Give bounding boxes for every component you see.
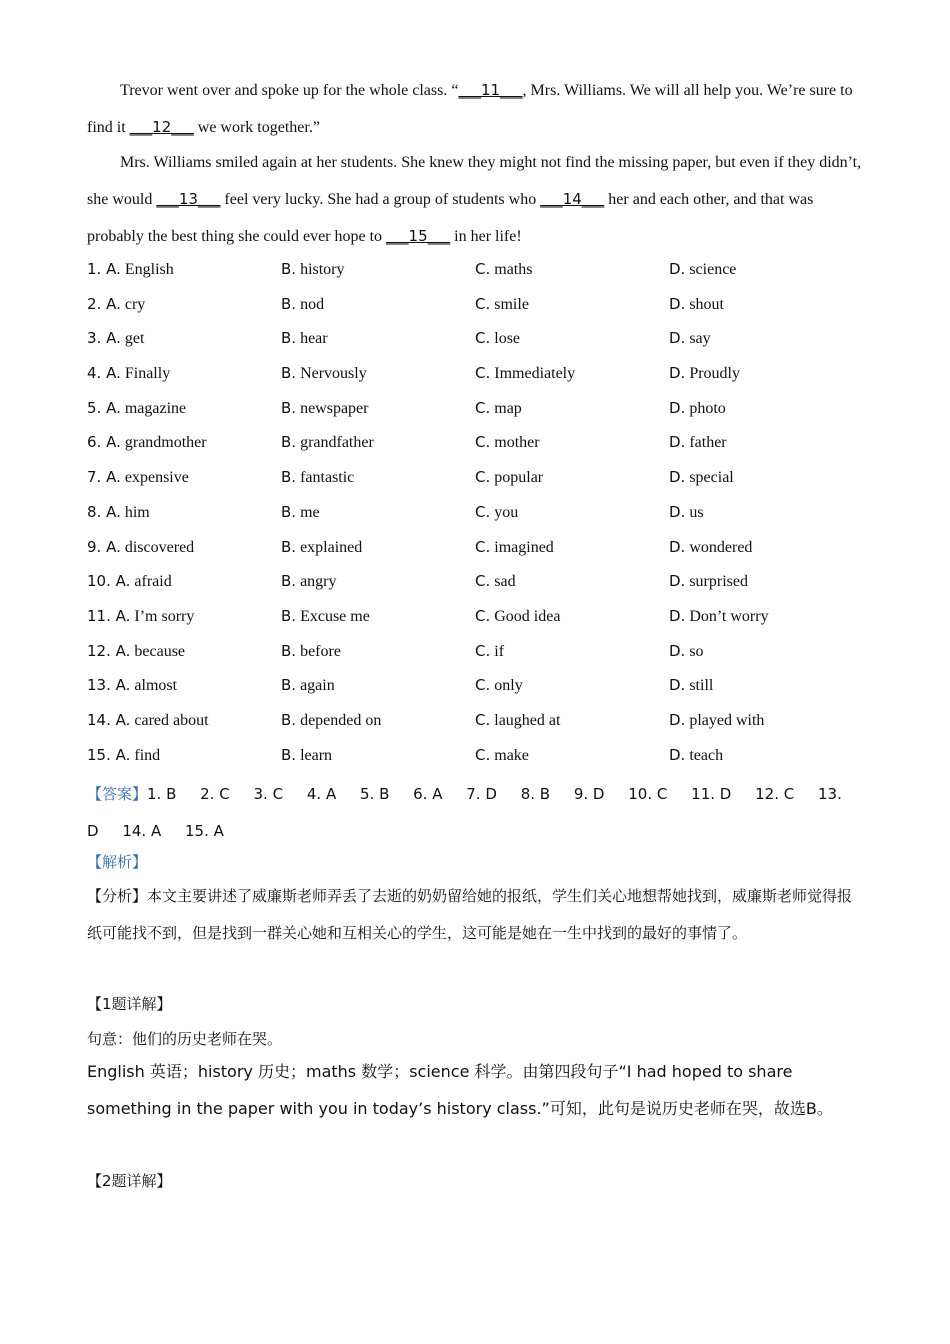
option-a-text: discovered: [124, 538, 195, 556]
option-a-text: grandmother: [124, 434, 207, 452]
answer-key: [87, 776, 877, 850]
option-b-label: B.: [281, 676, 297, 695]
option-c-label: C.: [475, 502, 491, 521]
option-a-label: 10. A.: [87, 572, 131, 591]
option-b-text: history: [300, 261, 345, 278]
option-d-label: D.: [669, 468, 686, 487]
option-b: [281, 538, 362, 557]
option-b: [281, 364, 367, 383]
option-a-label: 8. A.: [87, 502, 121, 521]
answer-item: 4. A: [306, 785, 337, 803]
question-row: [87, 636, 887, 671]
passage-text: feel very lucky. She had a group of students who: [220, 191, 541, 208]
answer-tag: 【答案】: [87, 785, 148, 803]
passage-text: Mrs. Williams smiled again at her students. She knew they might not find the missing paper, but even if they didn’t, she would: [87, 154, 862, 208]
option-c-text: if: [494, 642, 505, 660]
passage-text: , Mrs. Williams. We will all help you. We’re sure to find it: [87, 82, 853, 136]
option-a-text: expensive: [124, 469, 189, 487]
option-d-text: photo: [689, 399, 726, 417]
option-b: [281, 676, 335, 695]
option-a-label: 14. A.: [87, 710, 131, 729]
option-a: [87, 260, 174, 279]
option-a-text: magazine: [124, 399, 187, 417]
option-a-label: 1. A.: [87, 260, 121, 278]
option-c-label: C.: [475, 329, 491, 348]
option-a: [87, 572, 172, 591]
option-b-label: B.: [281, 433, 297, 452]
q1-sentence-meaning: 句意：他们的历史老师在哭。: [87, 1030, 283, 1048]
option-d: [669, 711, 764, 730]
option-d-label: D.: [669, 398, 686, 417]
option-a: [87, 295, 145, 314]
option-a-label: 5. A.: [87, 398, 121, 417]
option-b-label: B.: [281, 260, 297, 278]
analysis-summary: 【分析】本文主要讲述了威廉斯老师弄丢了去逝的奶奶留给她的报纸，学生们关心地想帮她找到，威廉斯老师觉得报纸可能找不到，但是找到一群关心她和互相关心的学生，这可能是她在一生中找到的最好的事情了。: [87, 887, 853, 942]
option-a-label: 2. A.: [87, 294, 121, 313]
answer-item: 2. C: [200, 785, 230, 803]
option-d-label: D.: [669, 572, 686, 591]
option-c-text: Immediately: [494, 365, 576, 383]
passage-text: Trevor went over and spoke up for the whole class. “: [120, 82, 459, 99]
option-c-label: C.: [475, 398, 491, 417]
option-c: [475, 711, 560, 730]
option-a-label: 6. A.: [87, 433, 121, 452]
option-d-label: D.: [669, 641, 686, 660]
option-d-text: teach: [689, 746, 724, 764]
option-b: [281, 260, 345, 279]
question-row: [87, 601, 887, 636]
answer-item: 15. A: [185, 822, 224, 840]
option-d: [669, 746, 723, 765]
option-c-label: C.: [475, 260, 491, 278]
question-row: [87, 427, 887, 462]
option-b-label: B.: [281, 502, 297, 521]
answer-item: 11. D: [691, 785, 732, 803]
option-c-text: you: [494, 503, 519, 521]
option-c-label: C.: [475, 710, 491, 729]
option-c: [475, 295, 529, 314]
answer-items: [87, 785, 842, 840]
option-d: [669, 676, 713, 695]
option-d: [669, 329, 711, 348]
option-b-label: B.: [281, 606, 297, 625]
option-b: [281, 503, 320, 522]
option-b-text: angry: [300, 573, 337, 591]
option-d-text: surprised: [689, 573, 748, 591]
option-a-label: 4. A.: [87, 364, 121, 383]
option-c-text: sad: [494, 573, 516, 591]
option-a-label: 15. A.: [87, 745, 131, 764]
option-b-label: B.: [281, 537, 297, 556]
option-b-text: before: [300, 642, 341, 660]
question-row: [87, 289, 887, 324]
option-a: [87, 642, 185, 661]
question-row: [87, 358, 887, 393]
blank-11: ___11___: [458, 81, 523, 99]
option-c-label: C.: [475, 572, 491, 591]
option-d: [669, 399, 726, 418]
option-d-text: Don’t worry: [689, 607, 769, 625]
option-a-label: 9. A.: [87, 537, 121, 556]
option-a-text: cared about: [134, 711, 209, 729]
option-c-text: imagined: [494, 538, 554, 556]
option-b: [281, 746, 332, 765]
option-a: [87, 538, 194, 557]
option-b-text: Excuse me: [300, 607, 370, 625]
option-c-text: make: [494, 746, 529, 764]
passage-text: we work together.”: [193, 119, 320, 136]
option-a-label: 12. A.: [87, 641, 131, 660]
option-d-label: D.: [669, 502, 686, 521]
option-a: [87, 364, 170, 383]
option-a: [87, 503, 150, 522]
option-c: [475, 399, 522, 418]
option-c: [475, 607, 560, 626]
question-options-list: [87, 254, 887, 774]
option-c: [475, 746, 529, 765]
option-c: [475, 433, 540, 452]
option-d: [669, 295, 724, 314]
blank-14: ___14___: [540, 190, 605, 208]
option-d-label: D.: [669, 433, 686, 452]
option-a-label: 13. A.: [87, 676, 131, 695]
answer-item: 5. B: [359, 785, 390, 803]
option-d-label: D.: [669, 329, 686, 348]
option-b-text: learn: [300, 746, 333, 764]
question-row: [87, 462, 887, 497]
passage-paragraph-1: [87, 72, 862, 146]
option-d-label: D.: [669, 710, 686, 729]
option-d-text: shout: [689, 295, 724, 313]
option-c-text: lose: [494, 330, 521, 348]
option-a-text: find: [134, 746, 161, 764]
option-d-text: special: [689, 469, 734, 487]
question-row: [87, 705, 887, 740]
option-a-text: cry: [124, 295, 146, 313]
option-b-label: B.: [281, 745, 297, 764]
option-a-label: 3. A.: [87, 329, 121, 348]
answer-item: 6. A: [413, 785, 443, 803]
option-d: [669, 503, 704, 522]
option-c-text: only: [494, 677, 523, 695]
option-a: [87, 746, 160, 765]
option-d: [669, 468, 734, 487]
q1-detail-heading: 【1题详解】: [87, 995, 172, 1013]
question-row: [87, 497, 887, 532]
option-c-label: C.: [475, 468, 491, 487]
option-d-text: us: [689, 503, 704, 521]
option-d-text: Proudly: [689, 365, 740, 383]
answer-item: 13. D: [87, 785, 842, 840]
question-row: [87, 740, 887, 775]
option-c-text: maths: [494, 261, 533, 278]
option-a: [87, 399, 186, 418]
answer-item: 12. C: [755, 785, 795, 803]
blank-12: ___12___: [129, 118, 194, 136]
option-d-label: D.: [669, 294, 686, 313]
option-c: [475, 503, 518, 522]
option-c: [475, 468, 543, 487]
option-d-label: D.: [669, 745, 686, 764]
option-a: [87, 433, 207, 452]
option-b-text: again: [300, 677, 335, 695]
option-c: [475, 364, 575, 383]
answer-item: 8. B: [520, 785, 551, 803]
option-c: [475, 572, 516, 591]
option-b-text: me: [300, 503, 320, 521]
option-d-label: D.: [669, 537, 686, 556]
option-a-label: 11. A.: [87, 606, 131, 625]
option-d-label: D.: [669, 606, 686, 625]
option-c: [475, 642, 504, 661]
option-a-text: Finally: [124, 365, 171, 383]
option-c-text: mother: [494, 434, 540, 452]
answer-item: 14. A: [122, 822, 162, 840]
option-a: [87, 468, 189, 487]
option-c: [475, 329, 520, 348]
option-a-text: afraid: [134, 573, 172, 591]
option-b: [281, 711, 381, 730]
option-b-label: B.: [281, 398, 297, 417]
option-b-text: nod: [300, 295, 325, 313]
blank-15: ___15___: [386, 227, 451, 245]
option-c-label: C.: [475, 364, 491, 383]
answer-item: 1. B: [147, 785, 177, 803]
question-row: [87, 254, 887, 289]
passage-text: in her life!: [450, 228, 522, 245]
option-c-text: map: [494, 399, 522, 417]
option-d: [669, 364, 740, 383]
option-b-text: grandfather: [300, 434, 374, 452]
option-b-label: B.: [281, 329, 297, 348]
option-a-text: get: [124, 330, 145, 348]
option-c-text: smile: [494, 295, 529, 313]
option-b: [281, 468, 354, 487]
option-c-label: C.: [475, 433, 491, 452]
option-b: [281, 295, 324, 314]
option-d-label: D.: [669, 364, 686, 383]
option-b-text: newspaper: [300, 399, 369, 417]
question-row: [87, 323, 887, 358]
option-d-label: D.: [669, 676, 686, 695]
option-d-text: so: [689, 642, 704, 660]
option-c-text: Good idea: [494, 607, 561, 625]
passage-paragraph-2: [87, 144, 862, 255]
option-b-label: B.: [281, 364, 297, 383]
question-row: [87, 393, 887, 428]
option-a-label: 7. A.: [87, 468, 121, 487]
option-d: [669, 538, 752, 557]
option-c-text: laughed at: [494, 711, 561, 729]
answer-item: 3. C: [253, 785, 284, 803]
option-d-text: father: [689, 434, 727, 452]
option-d-text: say: [689, 330, 711, 348]
option-a-text: him: [124, 503, 150, 521]
option-b: [281, 572, 337, 591]
q1-explanation: English 英语；history 历史；maths 数学；science 科学。由第四段句子“I had hoped to share something in the paper with you in today’s history class.”可知，此句是说历史老师在哭，故选B。: [87, 1062, 833, 1118]
option-d-text: science: [689, 261, 737, 278]
option-b: [281, 642, 341, 661]
option-b-label: B.: [281, 294, 297, 313]
option-b-text: depended on: [300, 711, 382, 729]
option-a-text: almost: [134, 677, 178, 695]
passage-text: her and each other, and that was probably the best thing she could ever hope to: [87, 191, 814, 245]
option-d-label: D.: [669, 260, 686, 278]
option-c-text: popular: [494, 469, 544, 487]
option-d-text: wondered: [689, 538, 753, 556]
option-b: [281, 433, 374, 452]
option-d: [669, 607, 769, 626]
option-c-label: C.: [475, 676, 491, 695]
option-c-label: C.: [475, 606, 491, 625]
question-row: [87, 670, 887, 705]
option-b: [281, 607, 370, 626]
option-b: [281, 399, 368, 418]
option-b-label: B.: [281, 710, 297, 729]
option-d: [669, 572, 748, 591]
option-a-text: English: [124, 261, 174, 278]
option-a-text: I’m sorry: [134, 607, 195, 625]
q2-detail-heading: 【2题详解】: [87, 1172, 172, 1190]
option-b-label: B.: [281, 641, 297, 660]
question-row: [87, 532, 887, 567]
option-c-label: C.: [475, 294, 491, 313]
option-a: [87, 607, 194, 626]
option-d-text: still: [689, 677, 714, 695]
option-a: [87, 329, 144, 348]
option-b-text: Nervously: [300, 365, 367, 383]
option-c: [475, 538, 554, 557]
option-a: [87, 676, 177, 695]
option-b-text: fantastic: [300, 469, 355, 487]
option-d-text: played with: [689, 711, 765, 729]
blank-13: ___13___: [156, 190, 221, 208]
option-c-label: C.: [475, 537, 491, 556]
answer-item: 7. D: [466, 785, 497, 803]
option-a-text: because: [134, 642, 186, 660]
option-b-text: explained: [300, 538, 363, 556]
option-b-label: B.: [281, 572, 297, 591]
option-a: [87, 711, 209, 730]
option-d: [669, 433, 727, 452]
question-row: [87, 566, 887, 601]
option-b-label: B.: [281, 468, 297, 487]
option-c-label: C.: [475, 641, 491, 660]
option-b: [281, 329, 328, 348]
option-c: [475, 260, 532, 279]
option-c-label: C.: [475, 745, 491, 764]
answer-item: 10. C: [628, 785, 668, 803]
option-b-text: hear: [300, 330, 328, 348]
option-d: [669, 260, 736, 279]
analysis-tag: 【解析】: [87, 853, 148, 871]
option-d: [669, 642, 704, 661]
option-c: [475, 676, 523, 695]
answer-item: 9. D: [573, 785, 605, 803]
